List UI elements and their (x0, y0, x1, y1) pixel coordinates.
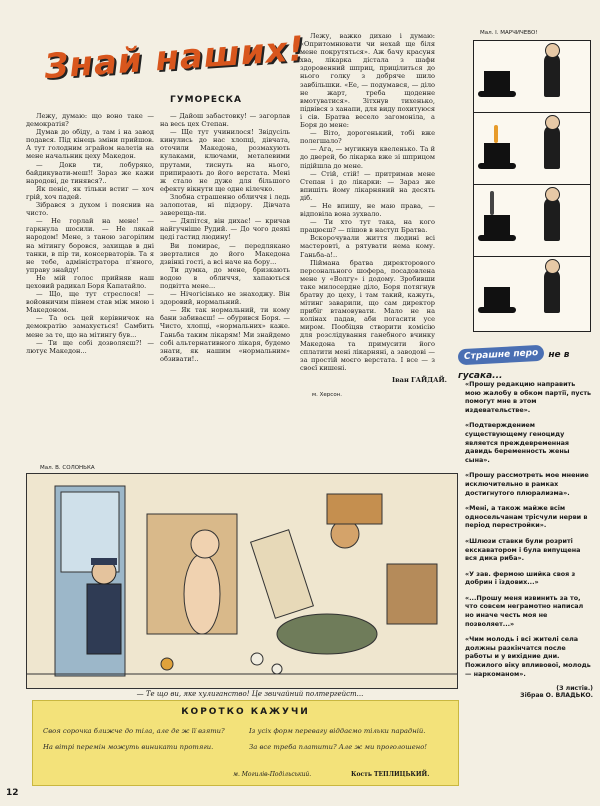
reader-quotes (465, 380, 593, 780)
page-number: 12 (6, 788, 19, 798)
cartoon-illustration (27, 474, 457, 688)
quote-item: «Чим молодь і всі жителі села должны разкінчатся после работы и у вихідние дни. Пожилого віку впливової, молодь — наркоманом». (465, 635, 591, 678)
paragraph: — Ти ще собі дозволяєш?! — лютує Македон... (26, 338, 154, 355)
aphorism: За все треба платити? Але ж ми проголошено! (249, 743, 428, 751)
strashne-pero-rest: не в гусака... (458, 350, 570, 381)
paragraph: Зібрався з духом і пояснив на чисто. (26, 201, 154, 218)
magician-figure (544, 125, 560, 169)
paragraph: — Стій, стій! — притримав мене Степан і до лікарки: — Зараз же впишіть йому лікарняний на десять діб. (300, 169, 435, 202)
paragraph: — Докв ти, лобуряко, байдикувати-меш!! Зараз же кажи народові, де тинявся?.. (26, 160, 154, 185)
quotes-compiler: Зібрав О. ВЛАДЬКО. (520, 692, 593, 700)
paragraph: Ви помирає, — передлякано зверталися до його Македона дзвінкі гості, а всі наче на бору... (160, 241, 290, 266)
story-column-1 (26, 112, 154, 447)
paragraph: — Не впишу, не маю права, — відповіла вона зухвало. (300, 201, 435, 219)
strashne-pero-badge: Страшне перо (458, 345, 545, 365)
paragraph: — Ти хто тут така, на кого працюєш? — пішов в наступ Братва. (300, 218, 435, 235)
korotko-title: КОРОТКО КАЖУЧИ (181, 707, 310, 717)
quote-item: «Прошу рассмотреть мое мнение исключительно в рамках достигнутого плюрализма». (465, 471, 589, 497)
hat-brim (478, 91, 516, 97)
paragraph: — Дяпітся, він дихає! — кричав найгучніше Рудий. — До чого деякі цеді гастид людину! (160, 217, 290, 242)
korotko-box (32, 700, 459, 786)
comic-panel (474, 257, 590, 328)
paragraph: — Та ось цей керівничок на демократію замахується! Самбить мене за те, що на мітингу був... (26, 314, 154, 339)
magician-figure (544, 53, 560, 97)
paragraph: Як пеніс, як тільки встиг — хоч грій, хоч падей. (26, 184, 154, 201)
top-hat-icon (484, 287, 510, 309)
paragraph: Вскорочували життя людині всі мастеровті, а рятувати нема кому. Ганьба-а!.. (300, 234, 435, 259)
title-logo (8, 24, 308, 94)
strashne-pero-logo (458, 342, 593, 381)
rabbit-ear (494, 125, 498, 143)
quote-item: «Прошу редакцию направить мою жалобу в обком партії, пусть помогут мне в этом издевательстве». (465, 380, 592, 414)
author-city: м. Херсон. (312, 392, 343, 398)
magician-figure (544, 197, 560, 241)
poltergeist-cartoon (26, 473, 458, 689)
aphorism: На вітрі перемін можуть виникати протяги. (43, 743, 214, 751)
paragraph: Ти думка, до мене, бризкають водою в обличчя, хапаються подвітта мене... (160, 265, 290, 290)
cartoon-caption: — Те що ви, яке хулиганство! Це звичайний полтергейст... (136, 690, 364, 698)
top-hat-icon (484, 143, 510, 165)
aphorisms-city: м. Могилів-Подільський. (233, 771, 312, 778)
paragraph: — Віто, дорогенький, тобі вже полегшало? (300, 129, 435, 146)
cartoon-credit: Мал. В. СОЛОНЬКА (40, 465, 95, 471)
paragraph: Лежу, важко дихаю і думаю: «Опритомнювати чи нехай ще біля мене покрутяться». Аж бачу красуня хва, лікарка дістала з шафи здоровенний шприц, прицілиться до нього голку з добряче шило завбільшки. «Ее, — подумався, — діло не жарт, треба щоденне вмотуватися». Зітхнув тихенько, підвівся з ханапи, для виду похитуюся і сів. Братва весело загомоніла, а Боря до мене: (300, 32, 435, 130)
magician-head (545, 43, 560, 58)
aphorism: Своя сорочка ближче до тіла, але де ж її взяти? (43, 727, 225, 735)
magician-comic-strip (473, 40, 591, 332)
paragraph: — Ще тут учинилося! Звідусіль кинулись до нас хлопці, дівчата, оточили Македона, розмахують кулаками, ключами, металевими прутами, тиснуть на нього, припирають до його верстата. Мені ж стало не дуже для більшого ефекту вікнути ще одне кілечко. (160, 128, 290, 193)
top-hat-icon (484, 215, 510, 237)
quote-item: «Подтверждением существующему геноциду является преждевременная давидь беременность жены сына». (465, 421, 570, 464)
aphorisms-author: Кость ТЕПЛИЦЬКИЙ. (351, 771, 430, 778)
story-column-3 (300, 32, 435, 372)
strip-credit: Мал. І. МАРЧИЧЕВО! (480, 30, 538, 36)
subtitle: ГУМОРЕСКА (170, 95, 242, 105)
hat-brim (478, 235, 516, 241)
hat-brim (478, 163, 516, 169)
rabbit-ear (490, 191, 494, 215)
magician-head (545, 259, 560, 274)
paragraph: — Не горлай на мене! — гаркнула шосили. — Не лякай народом! Мене, з таною загорілим на мітингу боровся, захищав в дні танки, в пір ти, консерваторів. Та я не тебе, адміністратора п'яного, управу знайду! (26, 217, 154, 274)
paragraph: Думав до обіду, а там і на завод подався. Під кінець зміни прийшов. А тут голодним зграйом налетів на мене начальник цеху Македон. (26, 128, 154, 161)
paragraph: — Що, ще тут стреслося! — войовничим півнем став між мною і Македоном. (26, 290, 154, 315)
hat-brim (478, 307, 516, 313)
quote-item: «...Прошу меня извинить за то, что совсем неграмотно написал но иначе честь моя не позволяет...» (465, 593, 584, 628)
paragraph: Піймана братва директорового персонального шофера, посадовлена мене у «Волгу» і додому. Зробивши таке милосердне діло, Боря потягнув братву до цеху, і там такий, кажуть, мітинг заварили, що сам директор прибіг втамовувати. Мало не на колінах падав, аби погасити усе миром. Пообіцяв створити комісію для розслідування ганебного вчинку Македона та примусити його сплатити мені лікарняні, а заводові — за простій моєго верстата. І все — з своєї кишені. (300, 258, 435, 372)
paragraph: Не мій голос прийняв наш цеховий радикал Боря Капатайло. (26, 273, 154, 290)
comic-panel (474, 41, 590, 113)
quote-item: «Мені, а також майже всім односельчанам трісчули нерви в період перестройки». (465, 504, 588, 530)
comic-panel (474, 113, 590, 185)
magician-figure (544, 269, 560, 313)
magician-head (545, 115, 560, 130)
aphorism: Із усіх форм перевагу віддаємо тільки парадній. (249, 727, 426, 735)
paragraph: — Нічогісінько не знаходжу. Він здоровий, нормальний. (160, 290, 290, 307)
paragraph: Лежу, думаю: що воно таке — демократія? (26, 112, 154, 129)
magician-head (545, 187, 560, 202)
paragraph: — Дайош забастовку! — загорлав на весь цех Степан. (160, 112, 290, 129)
quote-item: «Шлюзи ставки були розриті екскаватором і була випущена вся дика риба». (465, 536, 581, 563)
story-column-2 (160, 112, 290, 447)
top-hat-icon (484, 71, 510, 93)
paragraph: Злобна страшенно обличчя і ледь залопотав, ні підзору. Дівчата завереща-ли. (160, 192, 290, 218)
author-signature: Іван ГАЙДАЙ. (392, 376, 447, 384)
quote-item: «У зав. фермою шийка своя з добрин і їздових...» (465, 569, 576, 587)
logo-text: Знай наших! (42, 28, 307, 88)
quotes-source-note: (З листів.) (556, 685, 593, 693)
paragraph: — Як так нормальний, ти кому бани забиваєш! — обурився Боря. — Чисто, хлопці, «нормальних» каже. Ганьба таким лікарям! Ми знайдемо собі альтернативного лікаря, будемо знати, як нашим «нормальним» обзивати!.. (160, 306, 290, 363)
comic-panel (474, 185, 590, 257)
aphorisms-grid (39, 723, 451, 755)
paragraph: — Ага, — мугикнув квеленько. Та й до дверей, бо лікарка вже зі шприцом підійшла до мене. (300, 145, 435, 170)
